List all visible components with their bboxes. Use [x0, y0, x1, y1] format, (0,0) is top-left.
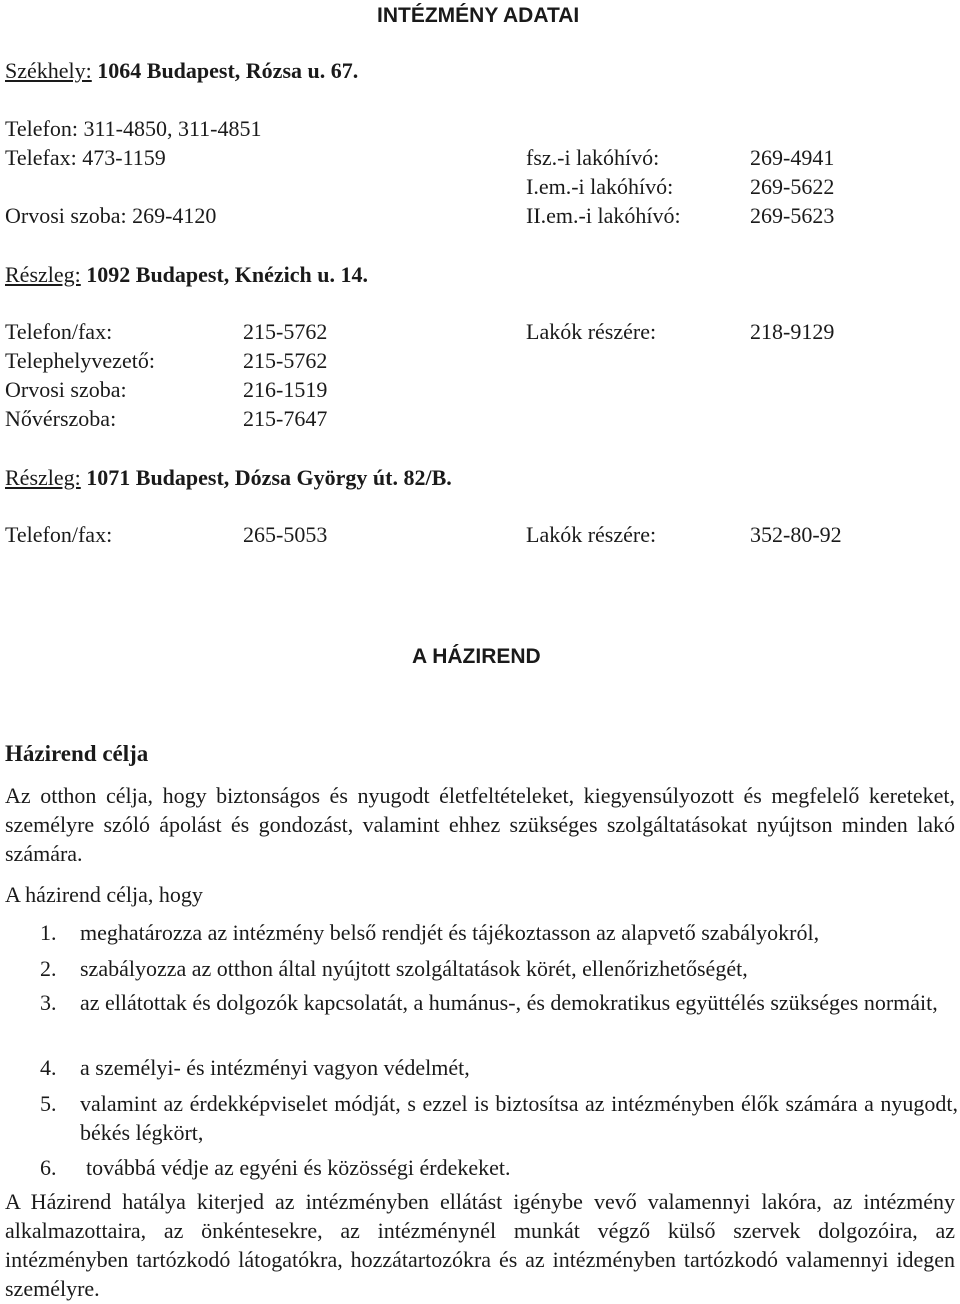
branch1-row-number: 215-7647 — [243, 406, 328, 431]
main-fax: Telefax: 473-1159 — [5, 145, 166, 170]
branch1-row-label: Orvosi szoba: — [5, 377, 127, 402]
branch1-row-label: Telefon/fax: — [5, 319, 113, 344]
branch1-label: Részleg: — [5, 262, 81, 287]
branch2-phone-label: Telefon/fax: — [5, 522, 113, 547]
branch2-line — [5, 465, 452, 491]
intercom-number: 269-5623 — [750, 203, 835, 228]
list-item: továbbá védje az egyéni és közösségi érdekeket. — [86, 1155, 511, 1180]
list-number: 4. — [40, 1055, 57, 1080]
main-phone: Telefon: 311-4850, 311-4851 — [5, 116, 262, 141]
branch2-residents-label: Lakók részére: — [526, 522, 657, 547]
main-site-line — [5, 58, 358, 84]
list-number: 6. — [40, 1155, 57, 1180]
list-item: szabályozza az otthon által nyújtott szolgáltatások körét, ellenőrizhetőségét, — [80, 956, 748, 981]
intercom-label: fsz.-i lakóhívó: — [526, 145, 660, 170]
purpose-lead: A házirend célja, hogy — [5, 882, 203, 907]
page-title: INTÉZMÉNY ADATAI — [377, 4, 580, 27]
intro-paragraph: Az otthon célja, hogy biztonságos és nyugodt életfeltételeket, kiegyensúlyozott és megfelelő kereteket, személyre szóló ápolást és gondozást, valamint ehhez szükséges szolgáltatásokat nyújtson minden lakó számára. — [5, 783, 955, 866]
branch1-row-number: 215-5762 — [243, 348, 328, 373]
branch1-residents-number: 218-9129 — [750, 319, 835, 344]
branch1-row-number: 216-1519 — [243, 377, 328, 402]
list-item: a személyi- és intézményi vagyon védelmét, — [80, 1055, 470, 1080]
intercom-label: I.em.-i lakóhívó: — [526, 174, 674, 199]
main-site-label: Székhely: — [5, 58, 92, 83]
main-site-address: 1064 Budapest, Rózsa u. 67. — [97, 58, 359, 83]
branch1-row-label: Telephelyvezető: — [5, 348, 155, 373]
main-medical-room: Orvosi szoba: 269-4120 — [5, 203, 217, 228]
list-item: valamint az érdekképviselet módját, s ezzel is biztosítsa az intézményben élők számára a nyugodt, békés légkört, — [80, 1091, 958, 1145]
branch2-label: Részleg: — [5, 465, 81, 490]
rules-title: A HÁZIREND — [412, 645, 541, 668]
list-number: 5. — [40, 1091, 57, 1116]
list-number: 3. — [40, 990, 57, 1015]
scope-paragraph: A Házirend hatálya kiterjed az intézményben ellátást igénybe vevő valamennyi lakóra, az intézmény alkalmazottaira, az önkéntesekre, az intézménynél munkát végző külső szervek dolgozóira, az intézményben tartózkodó látogatókra, hozzátartozókra és az intézményben tartózkodó valamennyi idegen személyre. — [5, 1189, 955, 1301]
branch2-residents-number: 352-80-92 — [750, 522, 842, 547]
list-number: 2. — [40, 956, 57, 981]
list-item: meghatározza az intézmény belső rendjét és tájékoztasson az alapvető szabályokról, — [80, 920, 820, 945]
branch1-row-number: 215-5762 — [243, 319, 328, 344]
intercom-label: II.em.-i lakóhívó: — [526, 203, 681, 228]
branch1-line — [5, 262, 368, 288]
branch2-phone-number: 265-5053 — [243, 522, 328, 547]
branch1-residents-label: Lakók részére: — [526, 319, 657, 344]
list-item: az ellátottak és dolgozók kapcsolatát, a humánus-, és demokratikus együttélés szükséges normáit, — [80, 990, 938, 1015]
branch1-address: 1092 Budapest, Knézich u. 14. — [86, 262, 369, 287]
branch1-row-label: Nővérszoba: — [5, 406, 117, 431]
intercom-number: 269-4941 — [750, 145, 835, 170]
purpose-heading: Házirend célja — [5, 741, 149, 766]
list-number: 1. — [40, 920, 57, 945]
branch2-address: 1071 Budapest, Dózsa György út. 82/B. — [86, 465, 452, 490]
intercom-number: 269-5622 — [750, 174, 835, 199]
